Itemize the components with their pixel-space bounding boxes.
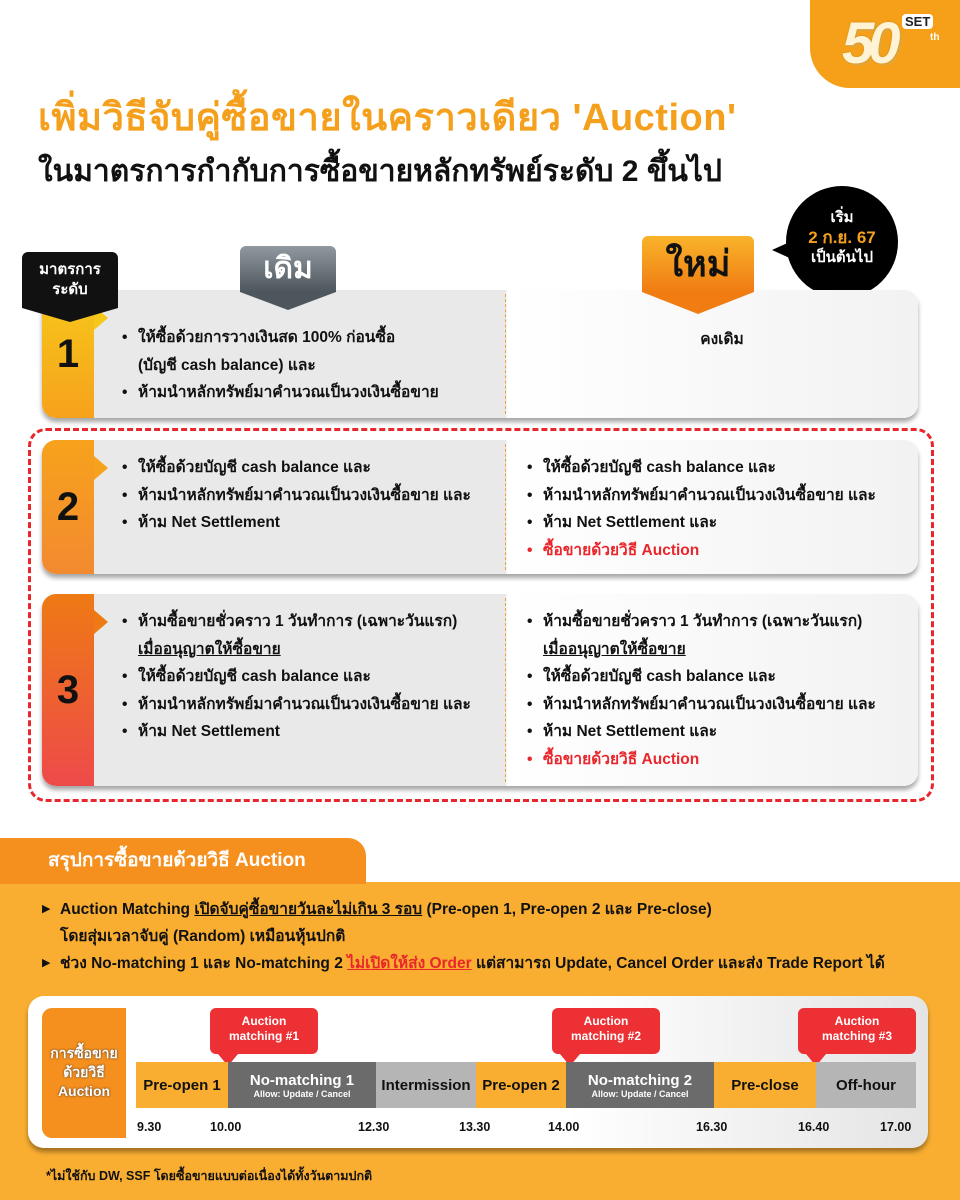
- callout-line: Auction: [834, 1014, 880, 1028]
- segment-no-matching-1: [228, 1062, 376, 1108]
- segment-off-hour: [816, 1062, 916, 1108]
- segment-sublabel: Allow: Update / Cancel: [591, 1088, 689, 1099]
- column-divider: [505, 294, 506, 414]
- callout-line: matching #2: [570, 1029, 642, 1043]
- old-rules: [122, 454, 502, 537]
- timeline-label: [42, 1008, 126, 1138]
- segment-label: No-matching 2: [587, 1071, 693, 1089]
- old-rule: • ห้ามซื้อขายชั่วคราว 1 วันทำการ (เฉพาะวันแรก): [122, 608, 502, 636]
- old-rule: • ให้ซื้อด้วยการวางเงินสด 100% ก่อนซื้อ: [122, 324, 502, 352]
- old-column-tag: เดิม: [240, 246, 336, 292]
- new-rule: • ให้ซื้อด้วยบัญชี cash balance และ: [527, 454, 907, 482]
- new-rule: • ห้าม Net Settlement และ: [527, 509, 907, 537]
- summary-line-1: [42, 896, 885, 923]
- old-rules: [122, 324, 502, 407]
- bubble-line1: เริ่ม: [830, 209, 854, 226]
- summary-line-3: [42, 950, 885, 977]
- auction-matching-callout-1: [210, 1008, 318, 1054]
- level-1-row: [42, 290, 918, 418]
- old-rule-underlined: เมื่ออนุญาตให้ซื้อขาย: [138, 640, 281, 658]
- text-red: ไม่เปิดให้ส่ง Order: [347, 955, 472, 972]
- old-rule: • ห้ามนำหลักทรัพย์มาคำนวณเป็นวงเงินซื้อขาย และ: [122, 482, 502, 510]
- logo-th: th: [930, 32, 940, 43]
- time-tick: 16.30: [696, 1120, 728, 1134]
- new-rule: • ห้ามซื้อขายชั่วคราว 1 วันทำการ (เฉพาะวันแรก): [527, 608, 907, 636]
- level-header-tag: [22, 252, 118, 308]
- segment-pre-open-1: [136, 1062, 228, 1108]
- old-rule: • ห้าม Net Settlement: [122, 509, 502, 537]
- new-rule-auction: • ซื้อขายด้วยวิธี Auction: [527, 746, 907, 774]
- bubble-date: 2 ก.ย. 67: [808, 228, 876, 247]
- level-number: 2: [42, 440, 94, 574]
- level-3-row: [42, 594, 918, 786]
- time-tick: 12.30: [358, 1120, 390, 1134]
- auction-matching-callout-3: [798, 1008, 916, 1054]
- old-rule-cont: (บัญชี cash balance) และ: [138, 356, 316, 374]
- logo-set: SET: [902, 14, 933, 29]
- segment-label: Pre-open 2: [482, 1076, 560, 1094]
- new-rule-cont: [527, 636, 907, 664]
- auction-matching-callout-2: [552, 1008, 660, 1054]
- new-rule: • ห้ามนำหลักทรัพย์มาคำนวณเป็นวงเงินซื้อขาย และ: [527, 482, 907, 510]
- old-rule: • ห้ามนำหลักทรัพย์มาคำนวณเป็นวงเงินซื้อขาย: [122, 379, 502, 407]
- set-50th-logo: [810, 0, 960, 88]
- old-rule: • ให้ซื้อด้วยบัญชี cash balance และ: [122, 454, 502, 482]
- label-line: Auction: [57, 1083, 111, 1099]
- level-tag-line1: มาตรการ: [39, 261, 101, 278]
- old-rule: • ห้ามนำหลักทรัพย์มาคำนวณเป็นวงเงินซื้อขาย และ: [122, 691, 502, 719]
- new-rule: • ให้ซื้อด้วยบัญชี cash balance และ: [527, 663, 907, 691]
- segment-sublabel: Allow: Update / Cancel: [253, 1088, 351, 1099]
- text: Auction Matching: [60, 901, 195, 918]
- label-line: การซื้อขาย: [50, 1045, 118, 1061]
- level-2-row: [42, 440, 918, 574]
- time-tick: 16.40: [798, 1120, 830, 1134]
- new-rules: [527, 454, 907, 564]
- page-subtitle: ในมาตรการกำกับการซื้อขายหลักทรัพย์ระดับ 2 ขึ้นไป: [38, 155, 722, 188]
- segment-label: Pre-open 1: [143, 1076, 221, 1094]
- summary-lines: [42, 896, 885, 977]
- level-number: 1: [42, 290, 94, 418]
- summary-title: สรุปการซื้อขายด้วยวิธี Auction: [0, 838, 366, 884]
- callout-line: matching #1: [228, 1029, 300, 1043]
- time-tick: 13.30: [459, 1120, 491, 1134]
- new-column-tag: ใหม่: [642, 236, 754, 292]
- segment-pre-close: [714, 1062, 816, 1108]
- callout-line: Auction: [241, 1014, 287, 1028]
- old-rules: [122, 608, 502, 746]
- time-tick: 17.00: [880, 1120, 912, 1134]
- segment-pre-open-2: [476, 1062, 566, 1108]
- footnote: *ไม่ใช้กับ DW, SSF โดยซื้อขายแบบต่อเนื่องได้ทั้งวันตามปกติ: [46, 1169, 373, 1183]
- new-rule: • ห้าม Net Settlement และ: [527, 718, 907, 746]
- segment-label: Off-hour: [836, 1076, 896, 1094]
- new-rule-unchanged: คงเดิม: [700, 331, 744, 348]
- text-underlined: เปิดจับคู่ซื้อขายวันละไม่เกิน 3 รอบ: [194, 901, 423, 918]
- segment-intermission: [376, 1062, 476, 1108]
- column-divider: [505, 598, 506, 782]
- logo-fifty: 50: [842, 11, 895, 76]
- new-rule: • ห้ามนำหลักทรัพย์มาคำนวณเป็นวงเงินซื้อขาย และ: [527, 691, 907, 719]
- old-rule-cont: [122, 636, 502, 664]
- segment-label: No-matching 1: [249, 1071, 355, 1089]
- bubble-line3: เป็นต้นไป: [811, 249, 873, 266]
- level-number: 3: [42, 594, 94, 786]
- new-rule-underlined: เมื่ออนุญาตให้ซื้อขาย: [543, 640, 686, 658]
- new-rules: [527, 608, 907, 773]
- old-rule: • ให้ซื้อด้วยบัญชี cash balance และ: [122, 663, 502, 691]
- summary-line-2: โดยสุ่มเวลาจับคู่ (Random) เหมือนหุ้นปกติ: [60, 928, 346, 945]
- label-line: ด้วยวิธี: [63, 1064, 105, 1080]
- page-title: เพิ่มวิธีจับคู่ซื้อขายในคราวเดียว 'Auction': [38, 97, 737, 139]
- text: (Pre-open 1, Pre-open 2 และ Pre-close): [422, 901, 712, 918]
- callout-line: matching #3: [821, 1029, 893, 1043]
- callout-line: Auction: [583, 1014, 629, 1028]
- time-tick: 14.00: [548, 1120, 580, 1134]
- old-rule: • ห้าม Net Settlement: [122, 718, 502, 746]
- time-tick: 10.00: [210, 1120, 242, 1134]
- new-rule-auction: • ซื้อขายด้วยวิธี Auction: [527, 537, 907, 565]
- level-tag-line2: ระดับ: [52, 281, 88, 298]
- segment-label: Intermission: [381, 1076, 471, 1094]
- column-divider: [505, 444, 506, 570]
- time-tick: 9.30: [137, 1120, 162, 1134]
- segment-label: Pre-close: [731, 1076, 799, 1094]
- start-date-bubble: [786, 186, 898, 298]
- text: แต่สามารถ Update, Cancel Order และส่ง Trade Report ได้: [471, 955, 885, 972]
- text: ช่วง No-matching 1 และ No-matching 2: [60, 955, 348, 972]
- segment-no-matching-2: [566, 1062, 714, 1108]
